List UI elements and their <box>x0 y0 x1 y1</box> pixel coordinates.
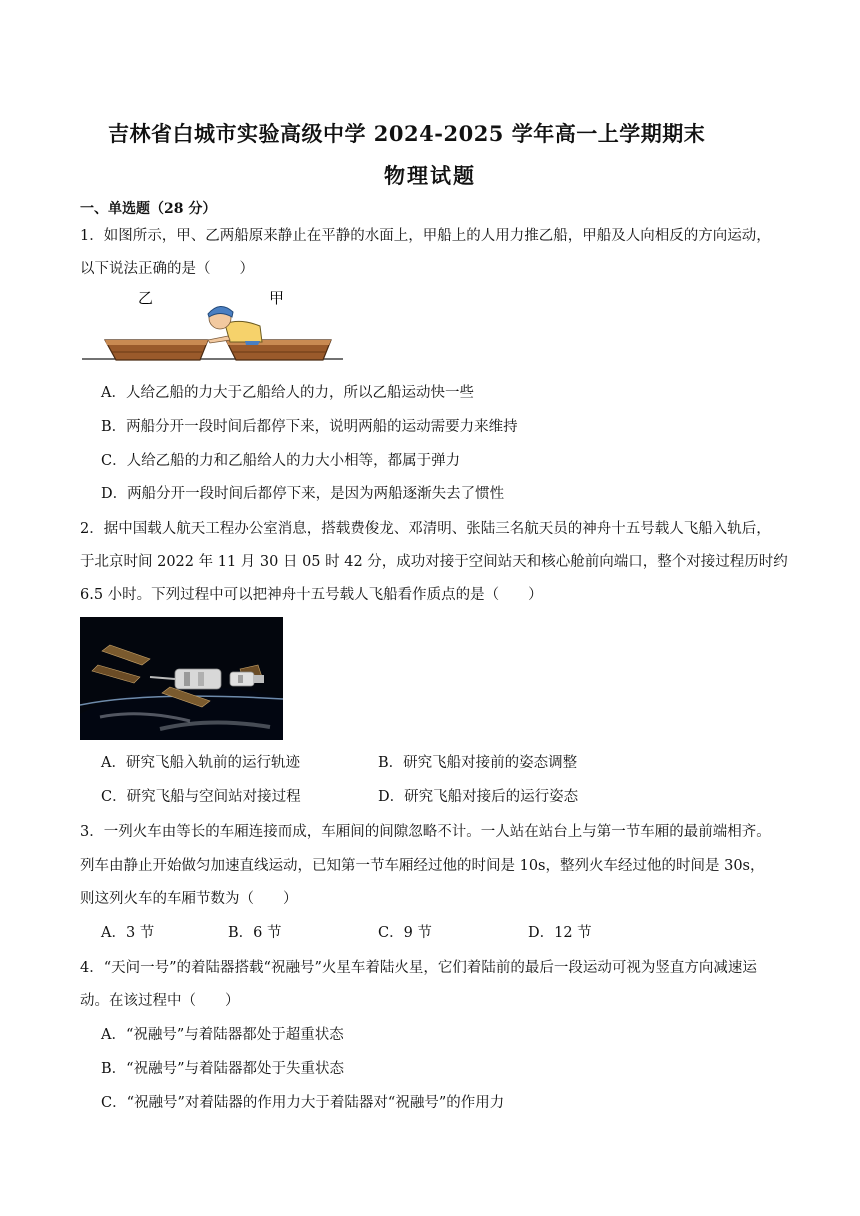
question-2-option-c: C．研究飞船与空间站对接过程 <box>101 789 301 805</box>
boat-jia <box>226 340 331 360</box>
question-1-line-1: 1．如图所示，甲、乙两船原来静止在平静的水面上，甲船上的人用力推乙船，甲船及人向相反的方向运动， <box>80 228 771 244</box>
question-2-line-1: 2．据中国载人航天工程办公室消息，搭载费俊龙、邓清明、张陆三名航天员的神舟十五号载人飞船入轨后， <box>80 521 771 537</box>
question-1-option-a: A．人给乙船的力大于乙船给人的力，所以乙船运动快一些 <box>101 385 474 401</box>
question-3-option-d: D．12 节 <box>528 925 592 941</box>
question-1-option-b: B．两船分开一段时间后都停下来，说明两船的运动需要力来维持 <box>101 419 518 435</box>
question-1-option-c: C．人给乙船的力和乙船给人的力大小相等，都属于弹力 <box>101 453 461 469</box>
exam-subtitle: 物理试题 <box>384 163 476 188</box>
question-4-option-a: A．“祝融号”与着陆器都处于超重状态 <box>101 1027 344 1043</box>
boat-yi <box>105 340 208 360</box>
question-4-line-1: 4．“天问一号”的着陆器搭载“祝融号”火星车着陆火星，它们着陆前的最后一段运动可视为竖直方向减速运 <box>80 960 757 976</box>
boat-label-yi: 乙 <box>138 291 154 307</box>
question-3-option-a: A．3 节 <box>101 925 155 941</box>
question-3-line-2: 列车由静止开始做匀加速直线运动，已知第一节车厢经过他的时间是 10s，整列火车经过他的时间是 30s， <box>80 858 765 874</box>
question-2-option-b: B．研究飞船对接前的姿态调整 <box>378 755 578 771</box>
question-2-option-a: A．研究飞船入轨前的运行轨迹 <box>101 755 300 771</box>
question-3-line-3: 则这列火车的车厢节数为（ ） <box>80 891 298 907</box>
question-3-line-1: 3．一列火车由等长的车厢连接而成，车厢间的间隙忽略不计。一人站在站台上与第一节车厢的最前端相齐。 <box>80 824 771 840</box>
question-1-line-2: 以下说法正确的是（ ） <box>80 261 254 277</box>
exam-title: 吉林省白城市实验高级中学 2024-2025 学年高一上学期期末 <box>108 121 706 146</box>
question-1-option-d: D．两船分开一段时间后都停下来，是因为两船逐渐失去了惯性 <box>101 486 505 502</box>
question-2-line-3: 6.5 小时。下列过程中可以把神舟十五号载人飞船看作质点的是（ ） <box>80 587 543 603</box>
section-heading: 一、单选题（28 分） <box>80 201 217 217</box>
boat-label-jia: 甲 <box>269 291 285 307</box>
question-2-line-2: 于北京时间 2022 年 11 月 30 日 05 时 42 分，成功对接于空间站天和核心舱前向端口，整个对接过程历时约 <box>80 554 788 570</box>
question-4-option-c: C．“祝融号”对着陆器的作用力大于着陆器对“祝融号”的作用力 <box>101 1095 505 1111</box>
question-4-line-2: 动。在该过程中（ ） <box>80 993 240 1009</box>
question-3-option-c: C．9 节 <box>378 925 432 941</box>
space-station-figure <box>80 617 283 740</box>
person-pushing <box>208 306 262 345</box>
question-3-option-b: B．6 节 <box>228 925 282 941</box>
question-2-option-d: D．研究飞船对接后的运行姿态 <box>378 789 579 805</box>
question-4-option-b: B．“祝融号”与着陆器都处于失重状态 <box>101 1061 344 1077</box>
boats-figure <box>80 282 345 367</box>
